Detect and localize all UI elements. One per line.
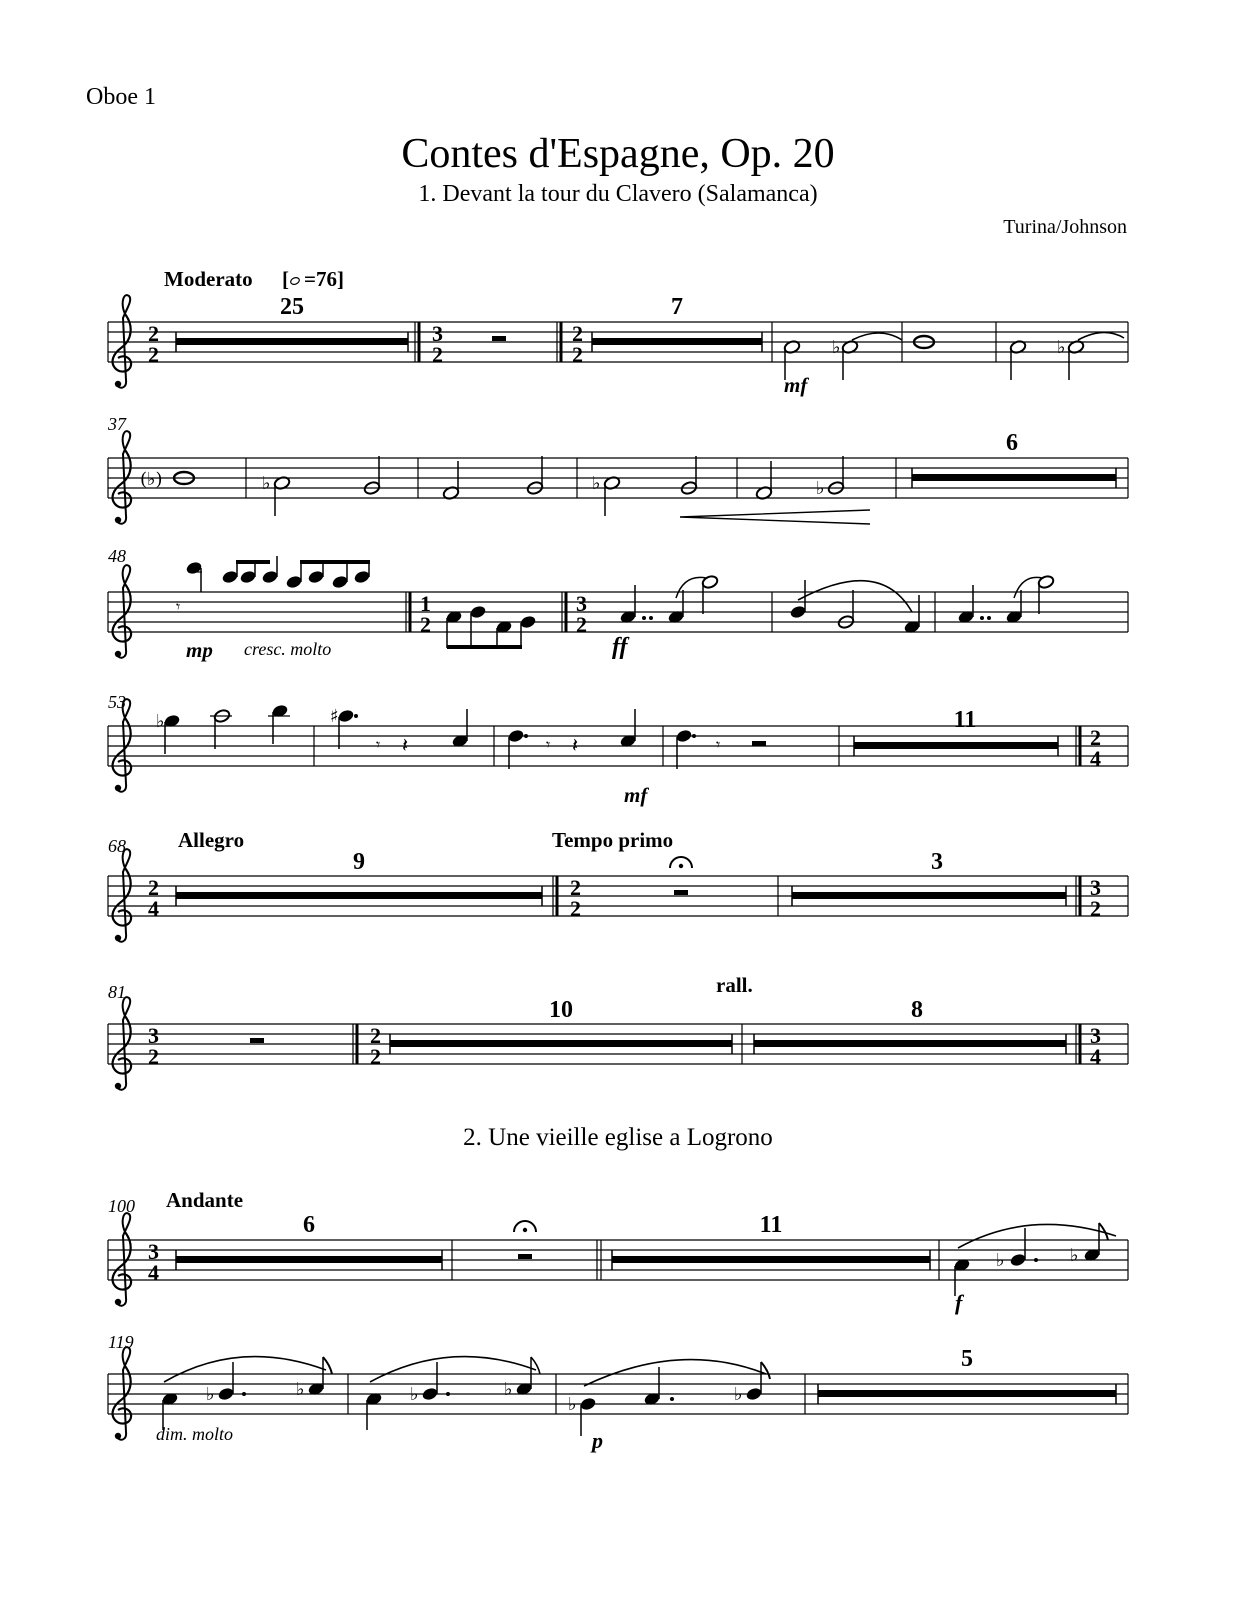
svg-text:𝄾: 𝄾 <box>546 735 551 754</box>
time-sig-den: 2 <box>576 612 587 637</box>
expression-mark: cresc. molto <box>244 639 332 659</box>
staff-system-5 <box>108 828 1128 942</box>
time-sig-num: 3 <box>1090 875 1101 900</box>
svg-text:♭: ♭ <box>504 1379 513 1400</box>
time-sig-num: 1 <box>420 591 431 616</box>
svg-text:♭: ♭ <box>1070 1245 1079 1266</box>
svg-text:𝄾: 𝄾 <box>716 735 721 754</box>
multi-rest-bar <box>176 892 542 899</box>
svg-text:♭: ♭ <box>206 1384 215 1405</box>
composer-credit: Turina/Johnson <box>1003 216 1127 238</box>
time-sig-num: 3 <box>576 591 587 616</box>
movement-1-title: 1. Devant la tour du Clavero (Salamanca) <box>418 181 818 207</box>
time-sig-den: 2 <box>370 1044 381 1069</box>
multi-rest-bar <box>390 1040 732 1047</box>
svg-text:[: [ <box>282 267 289 291</box>
dynamic-mark: f <box>955 1290 963 1315</box>
time-sig-num: 2 <box>1090 725 1101 750</box>
svg-text:♭: ♭ <box>816 478 825 499</box>
svg-text:♭: ♭ <box>262 473 271 494</box>
measure-number: 48 <box>108 546 126 566</box>
staff-system-7 <box>108 1188 1128 1315</box>
multi-rest-count: 6 <box>303 1212 315 1238</box>
multi-rest-bar <box>854 742 1058 749</box>
dynamic-mark: mf <box>624 783 648 807</box>
expression-mark: dim. molto <box>156 1424 234 1444</box>
time-sig-den: 4 <box>148 1260 159 1285</box>
measure-number: 100 <box>108 1196 135 1216</box>
time-sig-den: 4 <box>148 896 159 921</box>
tempo-marking: Andante <box>166 1188 244 1212</box>
time-sig-num: 2 <box>570 875 581 900</box>
svg-text:♭: ♭ <box>568 1394 577 1415</box>
time-sig-num: 3 <box>148 1239 159 1264</box>
svg-text:𝄾: 𝄾 <box>176 597 181 616</box>
svg-text:2: 2 <box>432 342 443 367</box>
multi-rest-count: 10 <box>549 997 573 1023</box>
staff-system-2 <box>107 414 1128 524</box>
measure-number: 53 <box>108 692 126 712</box>
time-sig-num: 2 <box>148 321 159 346</box>
time-sig-den: 2 <box>420 612 431 637</box>
multi-rest-count: 8 <box>911 997 923 1023</box>
movement-2-title: 2. Une vieille eglise a Logrono <box>463 1124 773 1151</box>
multi-rest-bar <box>818 1390 1116 1397</box>
fermata-icon <box>514 1221 536 1232</box>
half-note-icon <box>290 276 301 285</box>
svg-text:2: 2 <box>572 321 583 346</box>
svg-text:3: 3 <box>432 321 443 346</box>
dynamic-mark: mf <box>784 373 808 397</box>
multi-rest-count: 7 <box>671 294 683 320</box>
multi-rest-count: 11 <box>953 707 977 733</box>
piece-title: Contes d'Espagne, Op. 20 <box>401 131 835 177</box>
multi-rest-bar <box>176 1256 442 1263</box>
multi-rest-bar <box>592 338 762 345</box>
svg-text:♭: ♭ <box>832 337 841 358</box>
svg-text:2: 2 <box>572 342 583 367</box>
time-sig-num: 3 <box>1090 1023 1101 1048</box>
whole-rest <box>492 336 506 341</box>
time-sig-num: 3 <box>148 1023 159 1048</box>
dynamic-mark: p <box>592 1428 603 1453</box>
staff-system-4 <box>108 692 1128 807</box>
time-sig-den: 2 <box>148 1044 159 1069</box>
staff-system-6 <box>108 973 1128 1090</box>
staff-system-8 <box>108 1332 1128 1453</box>
time-sig-den: 2 <box>570 896 581 921</box>
measure-number: 68 <box>108 836 126 856</box>
measure-number: 37 <box>108 414 126 434</box>
tempo-marking: rall. <box>716 973 753 997</box>
staff-system-1 <box>108 267 1128 397</box>
multi-rest-count: 9 <box>353 849 365 875</box>
dynamic-mark: mp <box>186 638 213 662</box>
svg-text:♭: ♭ <box>592 473 601 494</box>
time-sig-den: 2 <box>148 342 159 367</box>
time-sig-den: 4 <box>1090 1044 1101 1069</box>
tempo-value: =76] <box>304 267 344 291</box>
svg-text:♭: ♭ <box>410 1384 419 1405</box>
time-sig-den: 4 <box>1090 746 1101 771</box>
svg-text:♭: ♭ <box>734 1384 743 1405</box>
part-name: Oboe 1 <box>86 84 156 110</box>
multi-rest-bar <box>612 1256 930 1263</box>
measure-number: 119 <box>108 1332 134 1352</box>
multi-rest-bar <box>176 338 408 345</box>
tempo-marking: Moderato <box>164 267 253 291</box>
svg-text:♭: ♭ <box>1057 337 1066 358</box>
measure-number: 81 <box>108 982 126 1002</box>
multi-rest-count: 6 <box>1006 430 1018 456</box>
tempo-marking: Allegro <box>178 828 245 852</box>
multi-rest-bar <box>754 1040 1066 1047</box>
svg-text:(♭): (♭) <box>140 469 163 490</box>
svg-text:♯: ♯ <box>330 706 339 727</box>
svg-text:♭: ♭ <box>996 1250 1005 1271</box>
svg-text:𝄾: 𝄾 <box>376 735 381 754</box>
svg-text:♭: ♭ <box>156 711 165 732</box>
multi-rest-count: 25 <box>280 294 304 320</box>
diminuendo-hairpin <box>680 510 870 524</box>
multi-rest-count: 11 <box>759 1212 783 1238</box>
tempo-marking: Tempo primo <box>552 828 674 852</box>
time-sig-num: 2 <box>370 1023 381 1048</box>
multi-rest-count: 5 <box>961 1346 973 1372</box>
staff-system-3 <box>108 546 1128 662</box>
fermata-icon <box>670 857 692 868</box>
multi-rest-bar <box>912 474 1116 481</box>
time-sig-den: 2 <box>1090 896 1101 921</box>
svg-text:𝄽: 𝄽 <box>402 733 409 757</box>
dynamic-mark: ff <box>612 634 628 660</box>
svg-text:♭: ♭ <box>296 1379 305 1400</box>
multi-rest-count: 3 <box>931 849 943 875</box>
svg-text:𝄽: 𝄽 <box>572 733 579 757</box>
time-sig-num: 2 <box>148 875 159 900</box>
multi-rest-bar <box>792 892 1066 899</box>
